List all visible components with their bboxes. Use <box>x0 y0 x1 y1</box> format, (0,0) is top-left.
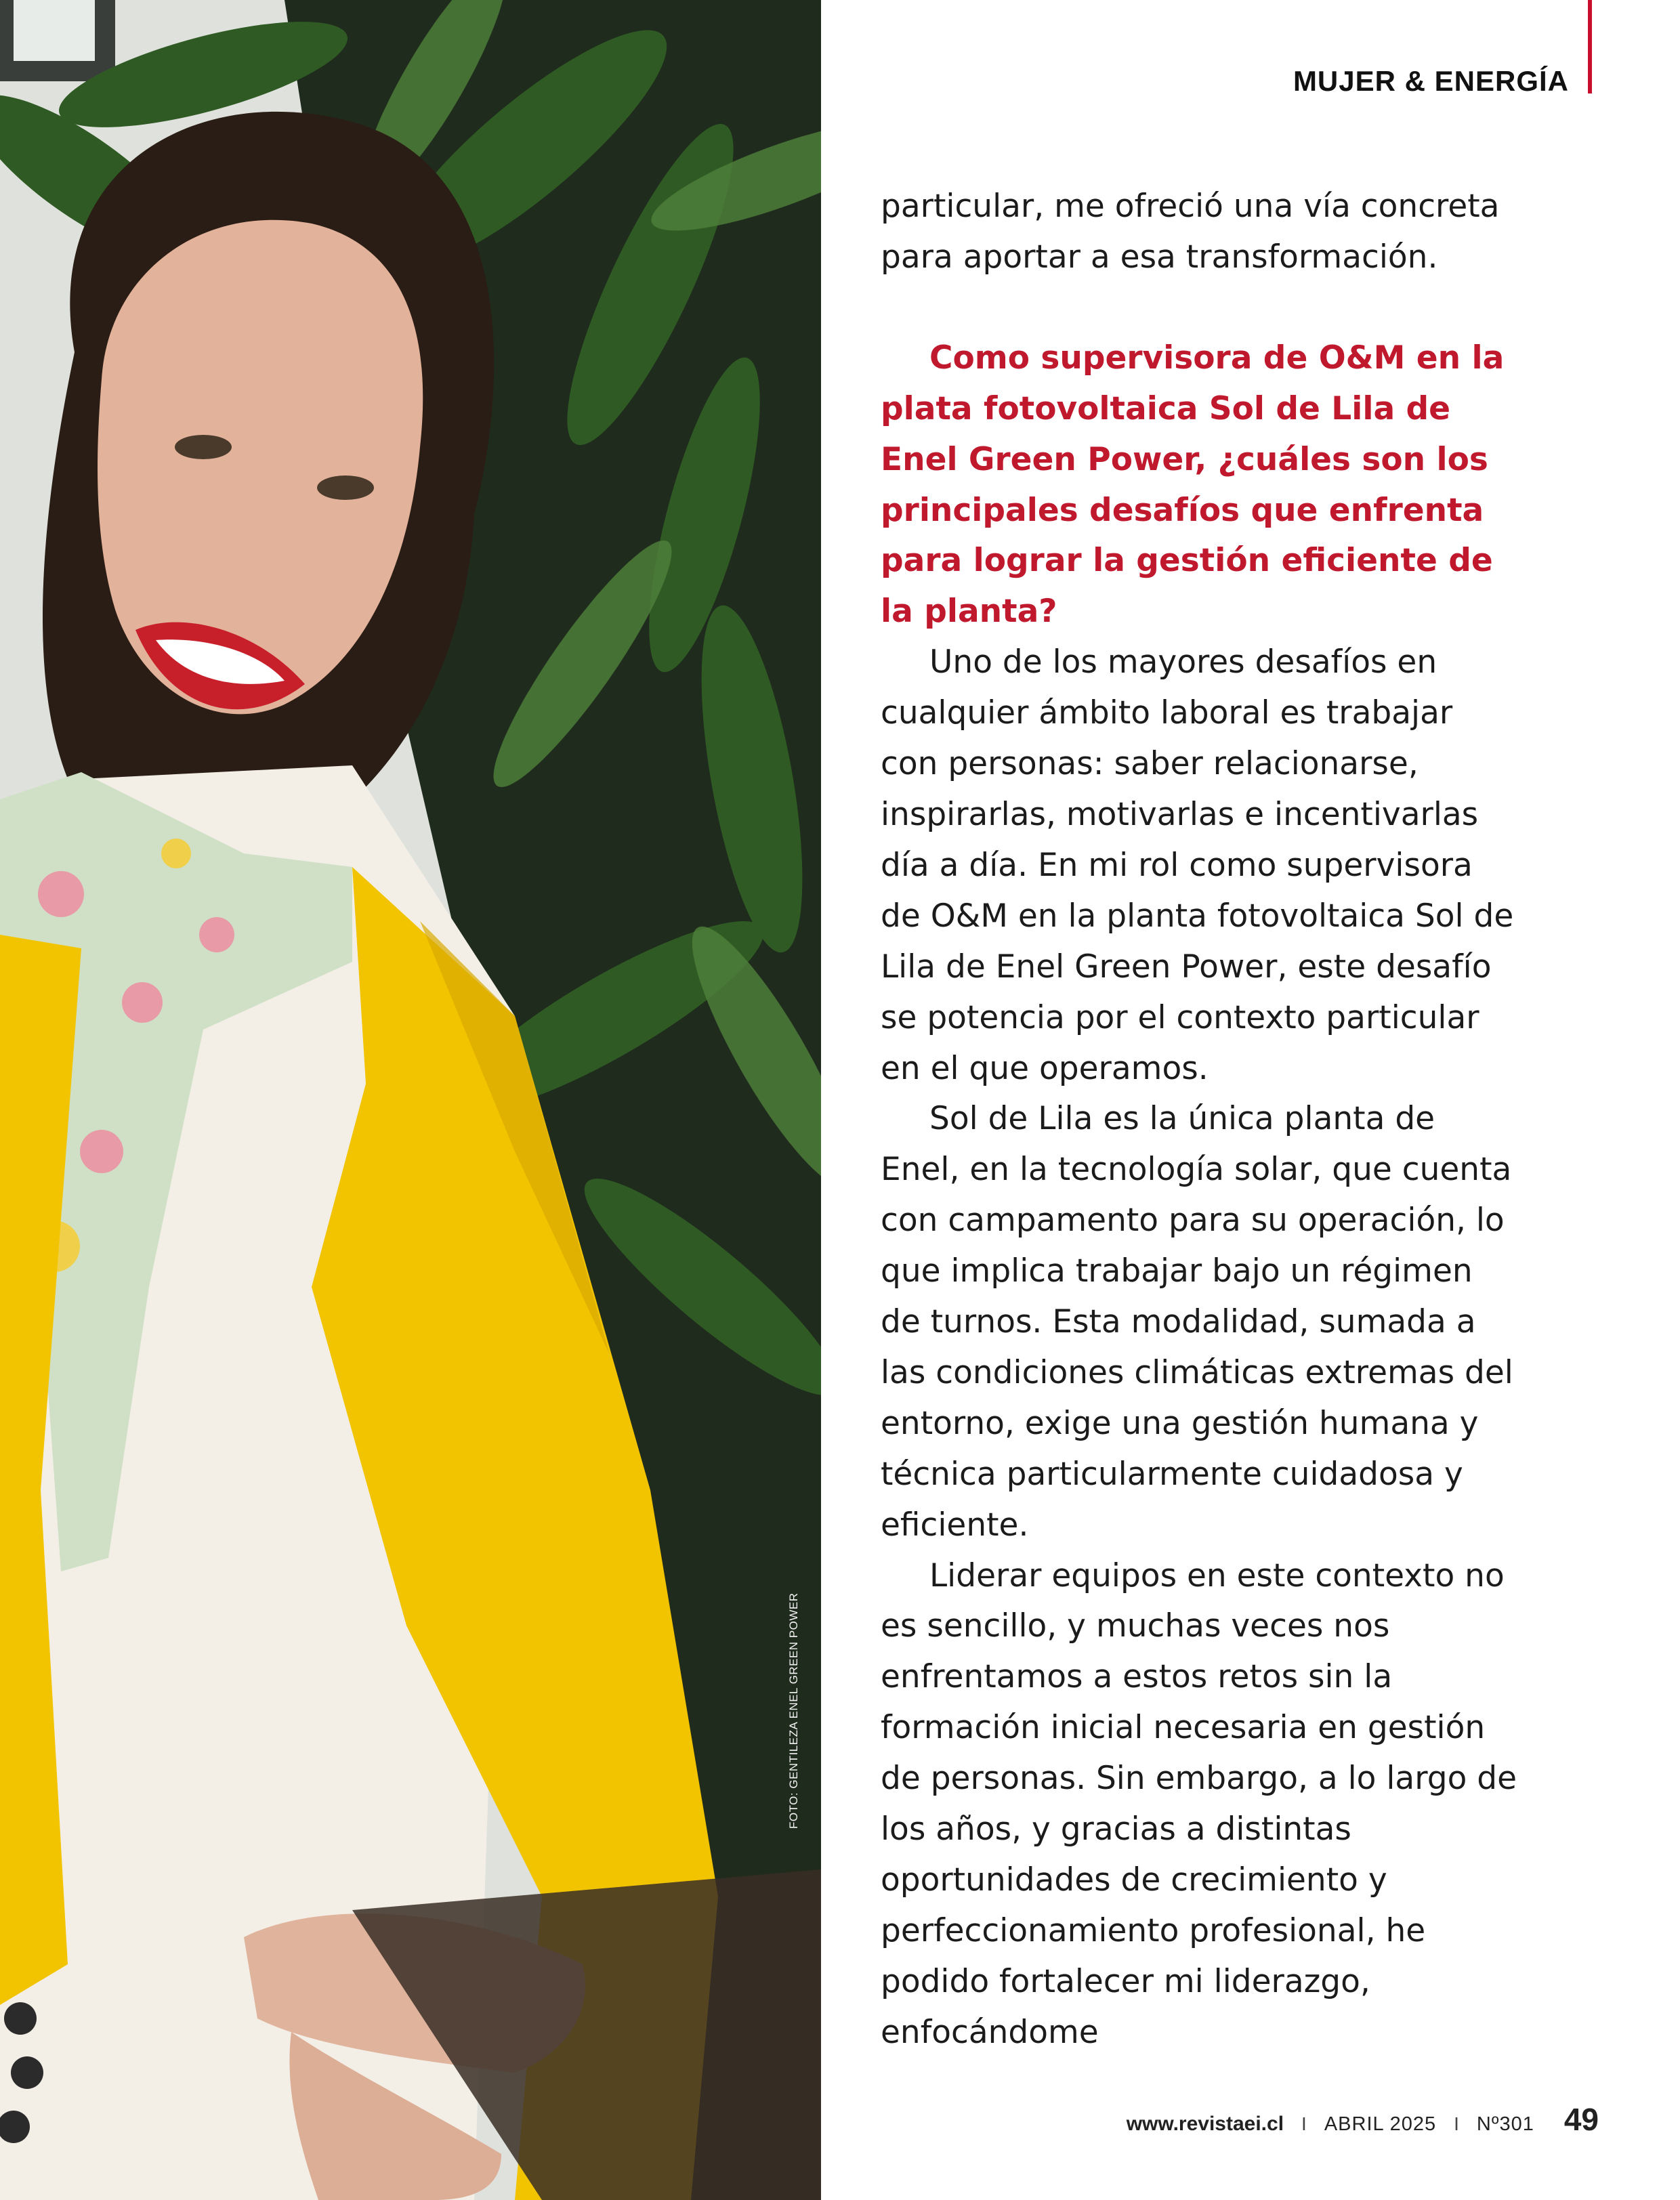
footer-separator: I <box>1454 2113 1459 2134</box>
answer-paragraph-1: Uno de los mayores desafíos en cualquier ámbito laboral es trabajar con personas: saber relacionarse, inspirarlas, motivarlas e incentivarlas día a día. En mi rol como supervisora de O&M en la planta fotovoltaica Sol de Lila de Enel Green Power, este desafío se potencia por el contexto particular en el que operamos. <box>881 643 1514 1087</box>
footer-issue: Nº301 <box>1476 2113 1534 2135</box>
section-label: MUJER & ENERGÍA <box>1293 65 1569 97</box>
article-column <box>881 182 1517 2058</box>
footer-separator: I <box>1301 2113 1307 2134</box>
answer-paragraph-2: Sol de Lila es la única planta de Enel, en la tecnología solar, que cuenta con campamento para su operación, lo que implica trabajar bajo un régimen de turnos. Esta modalidad, sumada a las condiciones climáticas extremas del entorno, exige una gestión humana y técnica particularmente cuidadosa y eficiente. <box>881 1100 1513 1544</box>
page-number: 49 <box>1563 2102 1599 2137</box>
answer-paragraph-3: Liderar equipos en este contexto no es sencillo, y muchas veces nos enfrentamos a estos retos sin la formación inicial necesaria en gestión de personas. Sin embargo, a lo largo de los años, y gracias a distintas oportunidades de crecimiento y perfeccionamiento profesional, he podido fortalecer mi liderazgo, enfocándome <box>881 1557 1517 2051</box>
page-footer <box>1127 2101 1599 2138</box>
lead-in-paragraph: particular, me ofreció una vía concreta para aportar a esa transformación. <box>881 188 1500 276</box>
portrait-illustration <box>0 0 821 2200</box>
footer-website[interactable]: www.revistaei.cl <box>1126 2113 1284 2135</box>
photo-credit: FOTO: GENTILEZA ENEL GREEN POWER <box>787 1592 800 1829</box>
portrait-photo <box>0 0 821 2200</box>
interview-question: Como supervisora de O&M en la plata fotovoltaica Sol de Lila de Enel Green Power, ¿cuáles son los principales desafíos que enfrenta para lograr la gestión eficiente de la planta? <box>881 339 1505 631</box>
footer-date: ABRIL 2025 <box>1324 2113 1437 2135</box>
header-accent-bar <box>1588 0 1592 93</box>
